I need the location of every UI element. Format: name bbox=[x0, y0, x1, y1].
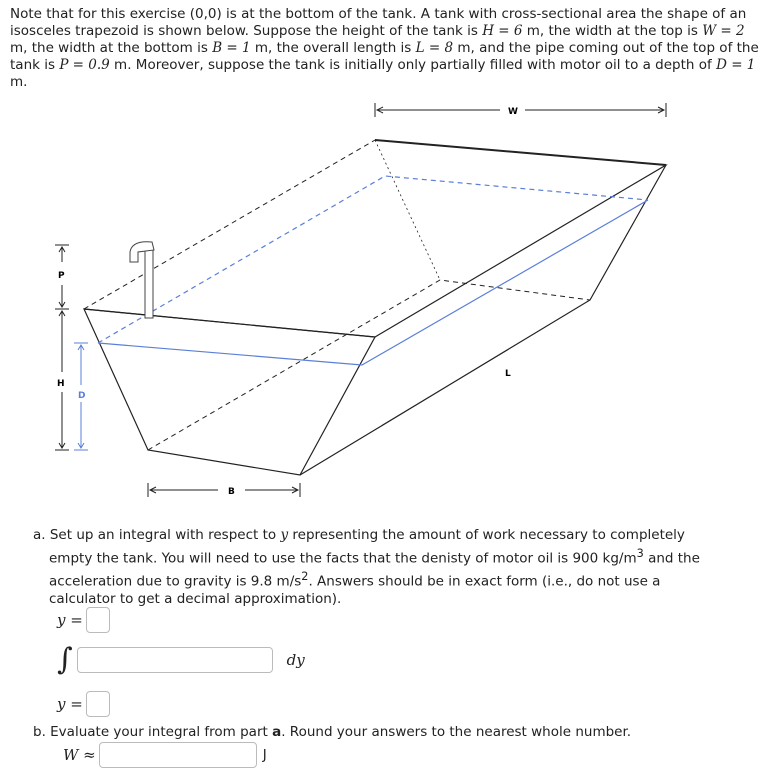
upper-limit-label: y = bbox=[57, 611, 83, 629]
label-B: B bbox=[228, 487, 235, 497]
label-D: D bbox=[78, 391, 86, 401]
label-L: L bbox=[505, 369, 511, 379]
lower-limit-input[interactable] bbox=[86, 691, 110, 717]
integral-sign: ∫ bbox=[57, 642, 73, 677]
label-H: H bbox=[57, 379, 65, 389]
problem-intro: Note that for this exercise (0,0) is at the bottom of the tank. A tank with cross-sectional area the shape of an isosceles trapezoid is shown below. Suppose the height of the tank is H = 6 m, the width at the top is W = 2 m, the width at the bottom is B = 1 m, the overall length is L = 8 m, and the pipe coming out of the top of the tank is P = 0.9 m. Moreover, suppose the tank is initially only partially filled with motor oil to a depth of D = 1 m. bbox=[10, 6, 759, 90]
part-b-prompt: b. Evaluate your integral from part a. Round your answers to the nearest whole number. bbox=[33, 724, 632, 740]
work-row bbox=[63, 742, 267, 768]
tank-right-face bbox=[300, 165, 666, 475]
upper-limit-input[interactable] bbox=[86, 607, 110, 633]
upper-limit-row bbox=[57, 607, 110, 633]
label-W: W bbox=[508, 107, 518, 117]
label-P: P bbox=[58, 271, 65, 281]
work-answer-input[interactable] bbox=[99, 742, 257, 768]
lower-limit-label: y = bbox=[57, 695, 83, 713]
part-a-prompt: a. Set up an integral with respect to y representing the amount of work necessary to completely empty the tank. You will need to use the facts that the denisty of motor oil is 900 $kg/m^3$ and the acceleration due to gravity is 9.8 $m/s^2$. Answers should be in exact form (i.e., do not use a calculator to get a decimal approximation). bbox=[33, 527, 700, 607]
integrand-row bbox=[57, 642, 308, 677]
lower-limit-row bbox=[57, 691, 110, 717]
tank-front-face bbox=[84, 309, 375, 475]
integrand-input[interactable] bbox=[77, 647, 273, 673]
unit-label: J bbox=[262, 747, 267, 763]
dy-label: dy bbox=[286, 650, 305, 669]
work-label: W ≈ bbox=[63, 746, 96, 764]
